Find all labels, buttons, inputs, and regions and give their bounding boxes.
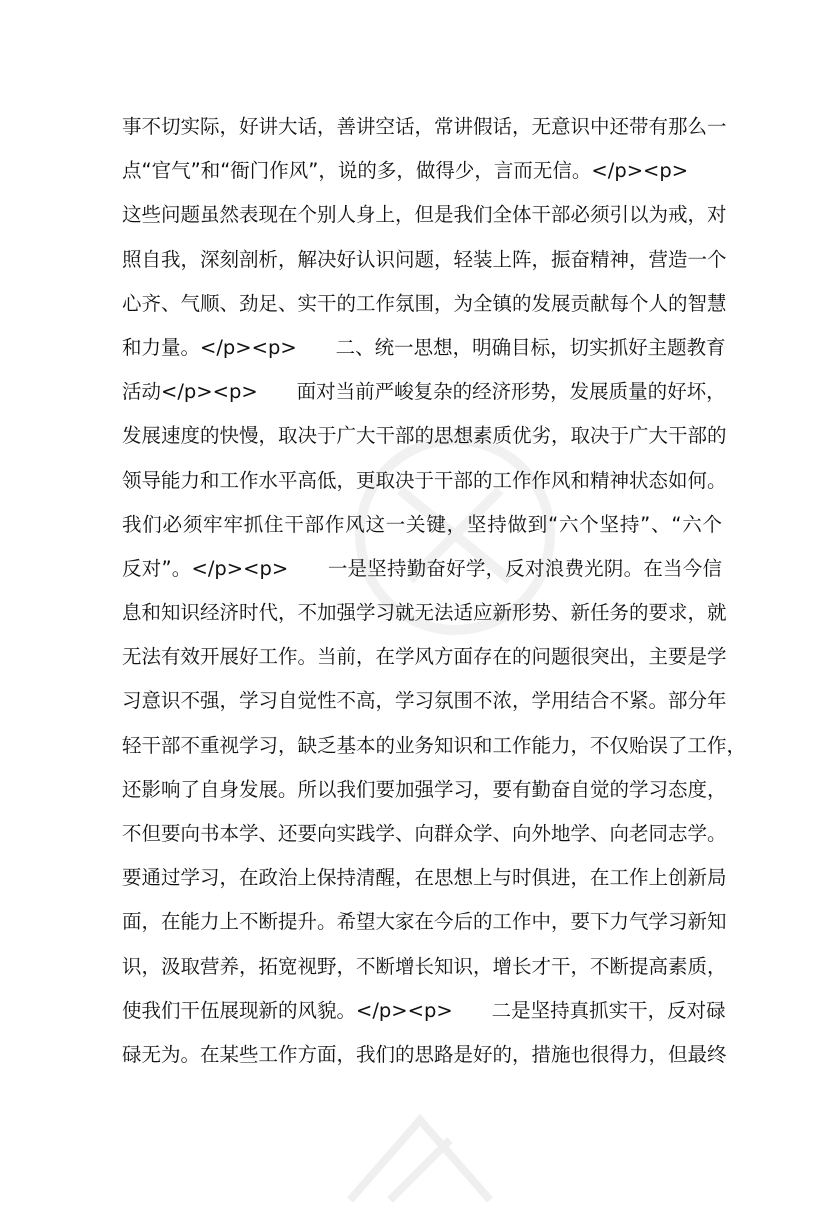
text-line: 我们必须牢牢抓住干部作风这一关键，坚持做到“六个坚持”、“六个: [122, 512, 722, 536]
text-line: 碌无为。在某些工作方面，我们的思路是好的，措施也很得力，但最终: [122, 1042, 727, 1066]
body-text: [122, 105, 747, 1077]
text-line: 要通过学习，在政治上保持清醒，在思想上与时俱进，在工作上创新局: [122, 866, 727, 890]
text-line: 无法有效开展好工作。当前，在学风方面存在的问题很突出，主要是学: [122, 645, 727, 669]
text-line: 领导能力和工作水平高低，更取决于干部的工作作风和精神状态如何。: [122, 468, 727, 492]
text-line: 发展速度的快慢，取决于广大干部的思想素质优劣，取决于广大干部的: [122, 424, 727, 448]
text-line: 事不切实际，好讲大话，善讲空话，常讲假话，无意识中还带有那么一: [122, 115, 727, 138]
text-line: 识，汲取营养，拓宽视野，不断增长知识，增长才干，不断提高素质，: [122, 954, 727, 978]
text-line: 照自我，深刻剖析，解决好认识问题，轻装上阵，振奋精神，营造一个: [122, 247, 727, 271]
text-line: 这些问题虽然表现在个别人身上，但是我们全体干部必须引以为戒，对: [122, 203, 727, 227]
text-line: 息和知识经济时代，不加强学习就无法适应新形势、新任务的要求，就: [122, 601, 727, 625]
text-line: 反对”。</p><p> 一是坚持勤奋好学，反对浪费光阴。在当今信: [122, 556, 722, 580]
text-line: 不但要向书本学、还要向实践学、向群众学、向外地学、向老同志学。: [122, 822, 727, 845]
text-line: 活动</p><p> 面对当前严峻复杂的经济形势，发展质量的好坏，: [122, 380, 726, 404]
text-line: 轻干部不重视学习，缺乏基本的业务知识和工作能力，不仅贻误了工作，: [122, 733, 747, 757]
text-line: 点“官气”和“衙门作风”，说的多，做得少，言而无信。</p><p>: [122, 159, 689, 183]
watermark-stamp: [330, 1090, 530, 1210]
text-line: 面，在能力上不断提升。希望大家在今后的工作中，要下力气学习新知: [122, 910, 727, 934]
text-line: 还影响了自身发展。所以我们要加强学习，要有勤奋自觉的学习态度，: [122, 777, 727, 801]
text-line: 习意识不强，学习自觉性不高，学习氛围不浓，学用结合不紧。部分年: [122, 689, 727, 713]
text-line: 心齐、气顺、劲足、实干的工作氛围，为全镇的发展贡献每个人的智慧: [122, 291, 727, 315]
text-line: 和力量。</p><p> 二、统一思想，明确目标，切实抓好主题教育: [122, 335, 726, 359]
text-line: 使我们干伍展现新的风貌。</p><p> 二是坚持真抓实干，反对碌: [122, 998, 726, 1022]
